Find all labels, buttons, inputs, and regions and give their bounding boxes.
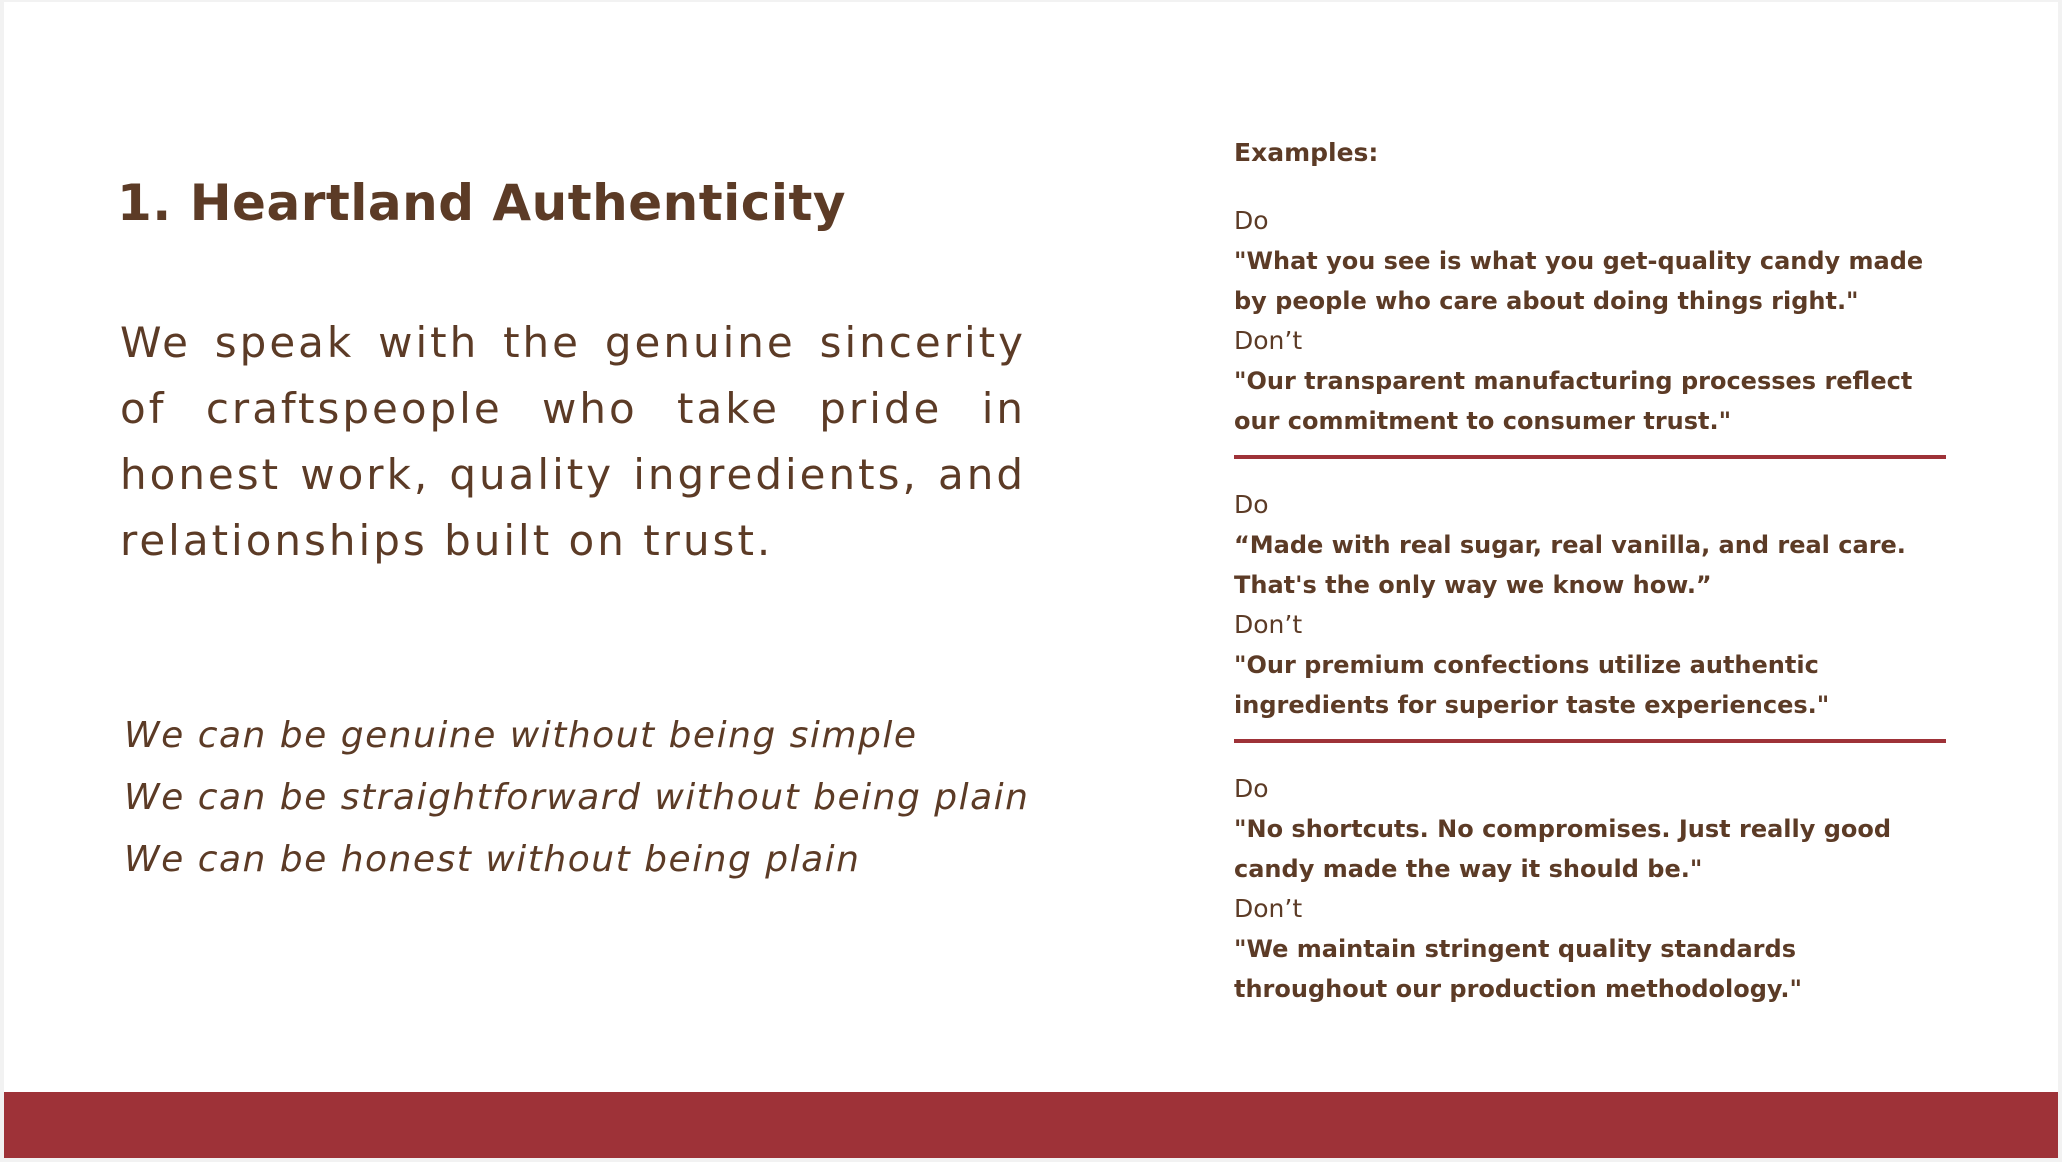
do-quote: "What you see is what you get-quality candy made by people who care about doing things right." [1234, 247, 1924, 315]
slide-title: 1. Heartland Authenticity [117, 174, 847, 232]
qualifier-item: We can be honest without being plain [124, 839, 861, 880]
example-block [1234, 201, 1946, 459]
do-label: Do [1234, 490, 1269, 519]
dont-label: Don’t [1234, 610, 1303, 639]
examples-heading: Examples: [1234, 138, 1379, 167]
do-label: Do [1234, 774, 1269, 803]
intro-paragraph: We speak with the genuine sincerity of craftspeople who take pride in honest work, quality ingredients, and relationships built on trust. [120, 318, 1026, 565]
footer-bar [4, 1092, 2058, 1158]
do-label: Do [1234, 206, 1269, 235]
do-quote: “Made with real sugar, real vanilla, and real care. That's the only way we know how.” [1234, 531, 1906, 599]
dont-quote: "We maintain stringent quality standards throughout our production methodology." [1234, 935, 1802, 1003]
do-quote: "No shortcuts. No compromises. Just really good candy made the way it should be." [1234, 815, 1892, 883]
qualifier-item: We can be genuine without being simple [124, 715, 918, 756]
dont-quote: "Our premium confections utilize authentic ingredients for superior taste experiences." [1234, 651, 1830, 719]
dont-label: Don’t [1234, 894, 1303, 923]
example-block [1234, 485, 1946, 743]
slide [4, 2, 2058, 1158]
dont-label: Don’t [1234, 326, 1303, 355]
examples-panel [1234, 135, 1946, 1023]
qualifier-item: We can be straightforward without being plain [124, 777, 1030, 818]
qualifier-list [124, 705, 1029, 891]
dont-quote: "Our transparent manufacturing processes reflect our commitment to consumer trust." [1234, 367, 1913, 435]
example-block [1234, 769, 1946, 1023]
